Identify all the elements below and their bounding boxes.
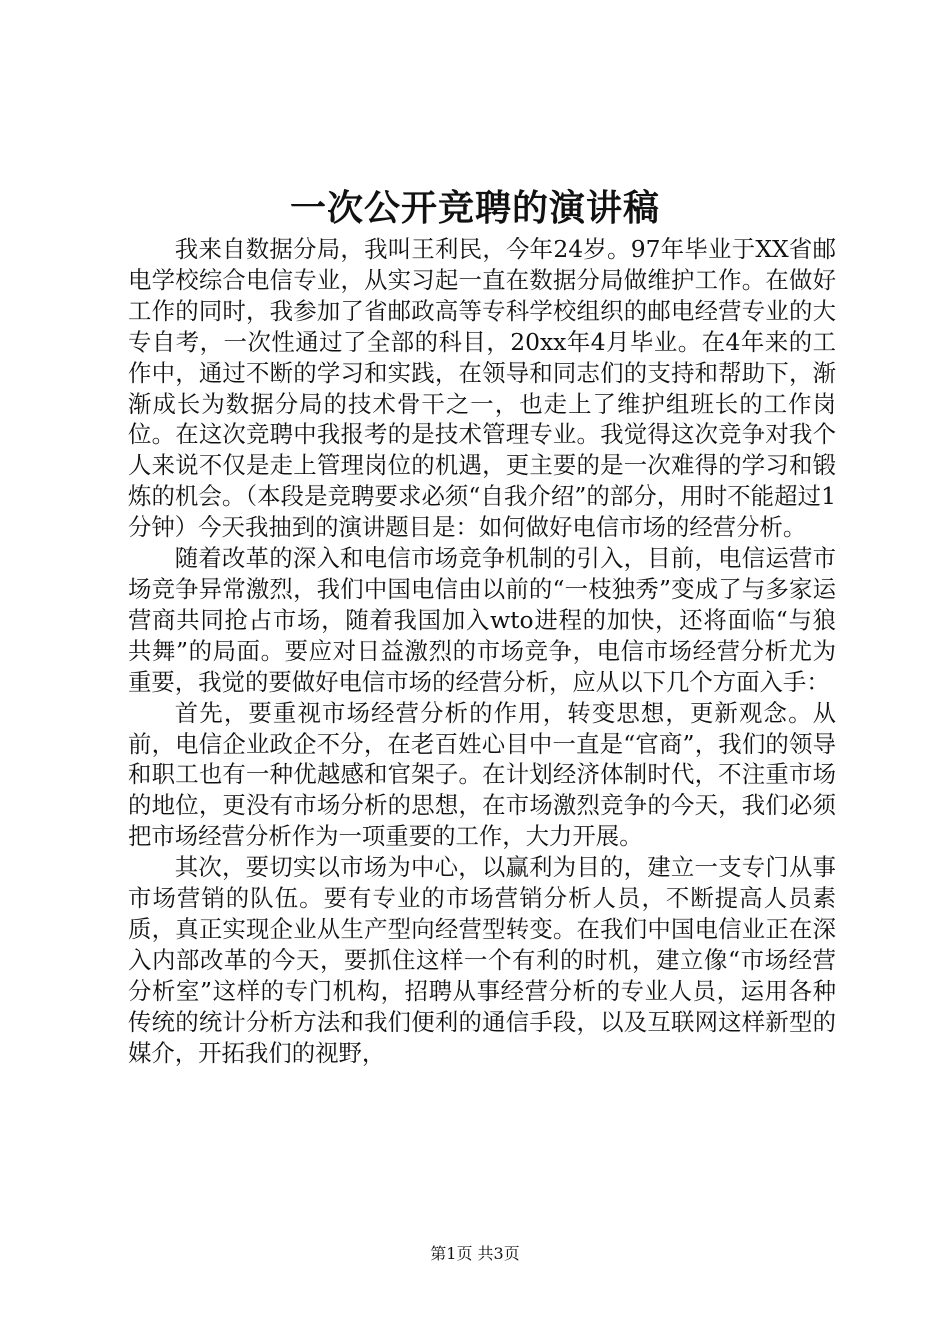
paragraph-3: 首先，要重视市场经营分析的作用，转变思想，更新观念。从前，电信企业政企不分，在老百姓心目中一直是“官商”，我们的领导和职工也有一种优越感和官架子。在计划经济体制时代，不注重市场的地位，更没有市场分析的思想，在市场激烈竞争的今天，我们必须把市场经营分析作为一项重要的工作，大力开展。 [128,698,836,851]
page-number-footer: 第1页 共3页 [430,1244,520,1263]
document-body [128,234,836,1068]
paragraph-4: 其次，要切实以市场为中心，以赢利为目的，建立一支专门从事市场营销的队伍。要有专业的市场营销分析人员，不断提高人员素质，真正实现企业从生产型向经营型转变。在我们中国电信业正在深入内部改革的今天，要抓住这样一个有利的时机，建立像“市场经营分析室”这样的专门机构，招聘从事经营分析的专业人员，运用各种传统的统计分析方法和我们便利的通信手段，以及互联网这样新型的媒介，开拓我们的视野， [128,853,836,1067]
paragraph-1: 我来自数据分局，我叫王利民，今年24岁。97年毕业于XX省邮电学校综合电信专业，从实习起一直在数据分局做维护工作。在做好工作的同时，我参加了省邮政高等专科学校组织的邮电经营专业的大专自考，一次性通过了全部的科目，20xx年4月毕业。在4年来的工作中，通过不断的学习和实践，在领导和同志们的支持和帮助下，渐渐成长为数据分局的技术骨干之一，也走上了维护组班长的工作岗位。在这次竞聘中我报考的是技术管理专业。我觉得这次竞争对我个人来说不仅是走上管理岗位的机遇，更主要的是一次难得的学习和锻炼的机会。（本段是竞聘要求必须“自我介绍”的部分，用时不能超过1分钟）今天我抽到的演讲题目是：如何做好电信市场的经营分析。 [128,235,836,542]
paragraph-2: 随着改革的深入和电信市场竞争机制的引入，目前，电信运营市场竞争异常激烈，我们中国电信由以前的“一枝独秀”变成了与多家运营商共同抢占市场，随着我国加入wto进程的加快，还将面临“与狼共舞”的局面。要应对日益激烈的市场竞争，电信市场经营分析尤为重要，我觉的要做好电信市场的经营分析，应从以下几个方面入手： [128,544,836,696]
document-title: 一次公开竞聘的演讲稿 [289,187,660,229]
